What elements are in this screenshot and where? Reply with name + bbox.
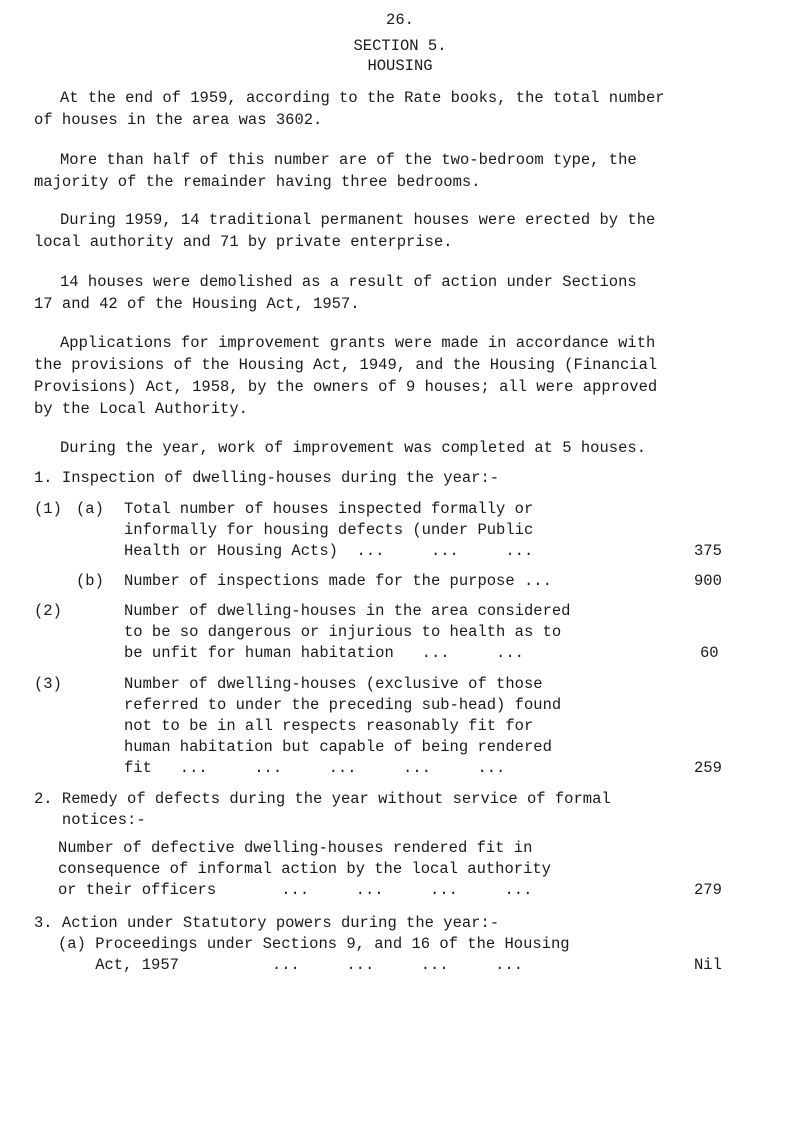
section-title: SECTION 5. bbox=[353, 37, 447, 55]
item-text: referred to under the preceding sub-head) found bbox=[124, 696, 562, 714]
paragraph-line: 14 houses were demolished as a result of action under Sections bbox=[60, 273, 637, 291]
statutory-text: (a) Proceedings under Sections 9, and 16 of the Housing bbox=[58, 935, 570, 953]
paragraph-line: At the end of 1959, according to the Rate books, the total number bbox=[60, 89, 665, 107]
paragraph-line: majority of the remainder having three bedrooms. bbox=[34, 173, 481, 191]
item-value: 900 bbox=[694, 572, 722, 590]
item-number: (2) bbox=[34, 602, 62, 620]
item-number: (1) bbox=[34, 500, 62, 518]
statutory-heading: 3. Action under Statutory powers during the year:- bbox=[34, 914, 500, 932]
section-subtitle: HOUSING bbox=[367, 57, 433, 75]
remedy-text: consequence of informal action by the local authority bbox=[58, 860, 551, 878]
item-value: 60 bbox=[700, 644, 719, 662]
paragraph-line: the provisions of the Housing Act, 1949, and the Housing (Financial bbox=[34, 356, 658, 374]
paragraph-line: 17 and 42 of the Housing Act, 1957. bbox=[34, 295, 360, 313]
paragraph-line: Applications for improvement grants were made in accordance with bbox=[60, 334, 656, 352]
item-letter: (a) bbox=[76, 500, 104, 518]
item-value: 375 bbox=[694, 542, 722, 560]
item-text: Health or Housing Acts) ... ... ... bbox=[124, 542, 534, 560]
item-text: Number of dwelling-houses (exclusive of those bbox=[124, 675, 543, 693]
item-text: to be so dangerous or injurious to health as to bbox=[124, 623, 562, 641]
paragraph-line: Provisions) Act, 1958, by the owners of 9 houses; all were approved bbox=[34, 378, 658, 396]
remedy-text: Number of defective dwelling-houses rendered fit in bbox=[58, 839, 533, 857]
item-text: be unfit for human habitation ... ... bbox=[124, 644, 524, 662]
remedy-heading: notices:- bbox=[34, 811, 146, 829]
item-text: fit ... ... ... ... ... bbox=[124, 759, 506, 777]
item-text: Number of inspections made for the purpose ... bbox=[124, 572, 552, 590]
remedy-heading: 2. Remedy of defects during the year without service of formal bbox=[34, 790, 611, 808]
paragraph-line: During the year, work of improvement was completed at 5 houses. bbox=[60, 439, 646, 457]
paragraph-line: of houses in the area was 3602. bbox=[34, 111, 323, 129]
paragraph-line: local authority and 71 by private enterprise. bbox=[34, 233, 453, 251]
remedy-value: 279 bbox=[694, 881, 722, 899]
page-number: 26. bbox=[386, 11, 414, 29]
paragraph-line: More than half of this number are of the two-bedroom type, the bbox=[60, 151, 637, 169]
item-text: informally for housing defects (under Public bbox=[124, 521, 534, 539]
item-text: Number of dwelling-houses in the area considered bbox=[124, 602, 571, 620]
inspection-heading: 1. Inspection of dwelling-houses during the year:- bbox=[34, 469, 500, 487]
statutory-value: Nil bbox=[694, 956, 722, 974]
paragraph-line: During 1959, 14 traditional permanent houses were erected by the bbox=[60, 211, 656, 229]
item-letter: (b) bbox=[76, 572, 104, 590]
item-number: (3) bbox=[34, 675, 62, 693]
item-value: 259 bbox=[694, 759, 722, 777]
item-text: not to be in all respects reasonably fit for bbox=[124, 717, 534, 735]
paragraph-line: by the Local Authority. bbox=[34, 400, 248, 418]
item-text: Total number of houses inspected formally or bbox=[124, 500, 534, 518]
item-text: human habitation but capable of being rendered bbox=[124, 738, 552, 756]
remedy-text: or their officers ... ... ... ... bbox=[58, 881, 533, 899]
statutory-text: Act, 1957 ... ... ... ... bbox=[58, 956, 524, 974]
